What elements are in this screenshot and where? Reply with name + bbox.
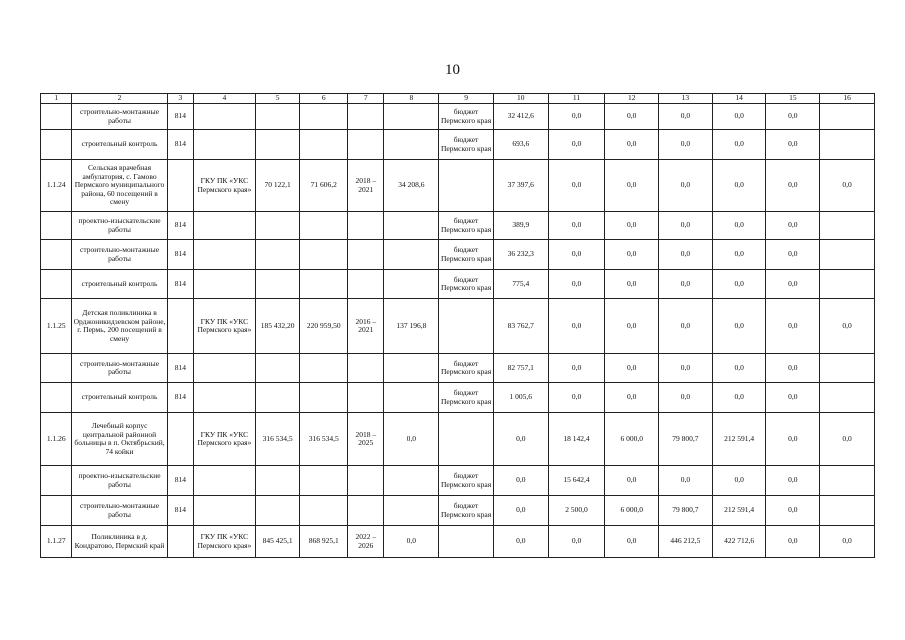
table-cell: 0,0 <box>659 299 713 354</box>
table-cell: 693,6 <box>493 130 548 160</box>
table-cell: проектно-изыскательские работы <box>72 212 167 240</box>
table-cell: 0,0 <box>548 526 605 558</box>
table-cell <box>439 299 494 354</box>
table-cell <box>194 130 256 160</box>
table-cell: ГКУ ПК «УКС Пермского края» <box>194 413 256 466</box>
table-cell <box>348 240 384 270</box>
table-cell: 0,0 <box>493 526 548 558</box>
table-cell: 316 534,5 <box>300 413 348 466</box>
table-cell <box>167 299 193 354</box>
table-cell <box>300 466 348 496</box>
table-cell <box>255 240 300 270</box>
table-cell: 814 <box>167 270 193 299</box>
table-cell: 316 534,5 <box>255 413 300 466</box>
table-cell: 0,0 <box>493 413 548 466</box>
table-cell: 814 <box>167 104 193 130</box>
table-cell: ГКУ ПК «УКС Пермского края» <box>194 160 256 212</box>
table-cell <box>300 212 348 240</box>
table-cell: 0,0 <box>766 354 820 383</box>
table-cell: 0,0 <box>766 299 820 354</box>
table-cell: 0,0 <box>766 212 820 240</box>
table-cell: 0,0 <box>820 413 875 466</box>
table-cell <box>300 383 348 413</box>
table-cell: 2016 – 2021 <box>348 299 384 354</box>
table-cell <box>41 130 72 160</box>
table-row <box>41 413 875 466</box>
program-table <box>40 93 875 558</box>
table-cell: 71 606,2 <box>300 160 348 212</box>
table-cell: 0,0 <box>548 212 605 240</box>
table-cell <box>255 212 300 240</box>
column-number-header: 9 <box>439 94 494 104</box>
table-cell <box>194 496 256 526</box>
table-cell <box>384 240 439 270</box>
table-cell <box>194 104 256 130</box>
column-number-header: 11 <box>548 94 605 104</box>
table-cell <box>820 270 875 299</box>
table-cell: 0,0 <box>766 270 820 299</box>
table-cell <box>194 466 256 496</box>
table-cell: 0,0 <box>493 496 548 526</box>
table-cell: 0,0 <box>548 299 605 354</box>
table-cell <box>384 496 439 526</box>
table-cell: 814 <box>167 354 193 383</box>
table-cell: 34 208,6 <box>384 160 439 212</box>
table-cell: 814 <box>167 496 193 526</box>
table-cell <box>820 354 875 383</box>
table-cell: 0,0 <box>659 212 713 240</box>
table-cell: 0,0 <box>548 130 605 160</box>
table-cell: Детская поликлиника в Орджоникидзевском районе, г. Пермь, 200 посещений в смену <box>72 299 167 354</box>
table-cell <box>300 130 348 160</box>
table-cell: 79 800,7 <box>659 413 713 466</box>
table-cell: 0,0 <box>548 383 605 413</box>
table-cell: 0,0 <box>712 383 766 413</box>
table-cell: 83 762,7 <box>493 299 548 354</box>
table-cell <box>820 240 875 270</box>
table-cell: 0,0 <box>384 413 439 466</box>
table-cell: строительный контроль <box>72 383 167 413</box>
table-row <box>41 383 875 413</box>
table-cell <box>348 466 384 496</box>
table-row <box>41 270 875 299</box>
column-number-header: 1 <box>41 94 72 104</box>
table-cell: Сельская врачебная амбулатория, с. Гамово Пермского муниципального района, 60 посещений в смену <box>72 160 167 212</box>
table-cell: 32 412,6 <box>493 104 548 130</box>
table-cell <box>384 212 439 240</box>
table-row <box>41 466 875 496</box>
table-cell <box>194 212 256 240</box>
table-cell <box>300 354 348 383</box>
table-cell: 0,0 <box>820 299 875 354</box>
table-cell: 2022 – 2026 <box>348 526 384 558</box>
table-cell: строительный контроль <box>72 130 167 160</box>
page-number: 10 <box>445 62 460 78</box>
table-cell: 0,0 <box>712 212 766 240</box>
table-cell: 0,0 <box>820 526 875 558</box>
table-cell: 0,0 <box>766 383 820 413</box>
table-cell: 0,0 <box>548 160 605 212</box>
table-cell <box>300 496 348 526</box>
table-cell: 814 <box>167 212 193 240</box>
table-cell: 2018 – 2025 <box>348 413 384 466</box>
table-cell: 0,0 <box>766 496 820 526</box>
table-cell: бюджет Пермского края <box>439 240 494 270</box>
table-cell: 1.1.25 <box>41 299 72 354</box>
table-cell: 0,0 <box>659 104 713 130</box>
table-cell: 0,0 <box>493 466 548 496</box>
table-cell: бюджет Пермского края <box>439 496 494 526</box>
table-cell: 814 <box>167 240 193 270</box>
table-cell: 0,0 <box>659 354 713 383</box>
column-number-header: 5 <box>255 94 300 104</box>
table-cell: 220 959,50 <box>300 299 348 354</box>
table-cell: 137 196,8 <box>384 299 439 354</box>
table-cell <box>820 466 875 496</box>
table-cell <box>348 354 384 383</box>
table-cell: 15 642,4 <box>548 466 605 496</box>
table-cell <box>41 354 72 383</box>
table-cell: 0,0 <box>712 104 766 130</box>
table-cell: 0,0 <box>659 383 713 413</box>
table-cell: 0,0 <box>605 354 659 383</box>
table-row <box>41 240 875 270</box>
table-cell: 0,0 <box>384 526 439 558</box>
table-cell <box>439 526 494 558</box>
table-cell <box>348 104 384 130</box>
table-cell <box>167 413 193 466</box>
table-cell <box>41 212 72 240</box>
table-cell: 0,0 <box>605 160 659 212</box>
table-row <box>41 526 875 558</box>
table-cell: 775,4 <box>493 270 548 299</box>
table-cell: 0,0 <box>712 466 766 496</box>
table-cell <box>41 270 72 299</box>
table-cell: 79 800,7 <box>659 496 713 526</box>
table-cell <box>300 104 348 130</box>
table-cell: 1.1.24 <box>41 160 72 212</box>
table-cell: 0,0 <box>712 130 766 160</box>
column-number-header-row <box>41 94 875 104</box>
table-cell: 422 712,6 <box>712 526 766 558</box>
column-number-header: 7 <box>348 94 384 104</box>
table-row <box>41 104 875 130</box>
table-cell: 0,0 <box>712 240 766 270</box>
column-number-header: 6 <box>300 94 348 104</box>
table-cell: ГКУ ПК «УКС Пермского края» <box>194 526 256 558</box>
table-row <box>41 354 875 383</box>
table-cell: 82 757,1 <box>493 354 548 383</box>
table-cell: бюджет Пермского края <box>439 212 494 240</box>
table-cell <box>41 240 72 270</box>
table-cell <box>384 383 439 413</box>
table-cell <box>41 383 72 413</box>
table-cell: 446 212,5 <box>659 526 713 558</box>
table-cell: 212 591,4 <box>712 496 766 526</box>
table-cell <box>348 383 384 413</box>
table-cell <box>439 160 494 212</box>
table-cell <box>348 496 384 526</box>
column-number-header: 8 <box>384 94 439 104</box>
table-cell: 0,0 <box>659 160 713 212</box>
table-cell: 2018 – 2021 <box>348 160 384 212</box>
table-cell: 845 425,1 <box>255 526 300 558</box>
table-cell: 212 591,4 <box>712 413 766 466</box>
column-number-header: 13 <box>659 94 713 104</box>
table-cell <box>820 212 875 240</box>
column-number-header: 2 <box>72 94 167 104</box>
table-cell <box>255 496 300 526</box>
column-number-header: 12 <box>605 94 659 104</box>
column-number-header: 14 <box>712 94 766 104</box>
table-cell: 0,0 <box>659 270 713 299</box>
table-cell: 185 432,20 <box>255 299 300 354</box>
table-cell: 0,0 <box>712 299 766 354</box>
table-cell <box>41 466 72 496</box>
table-cell <box>300 240 348 270</box>
table-cell <box>348 270 384 299</box>
table-cell: 0,0 <box>712 160 766 212</box>
table-cell <box>255 270 300 299</box>
table-cell: 814 <box>167 383 193 413</box>
table-cell: 0,0 <box>548 354 605 383</box>
table-cell: 0,0 <box>548 270 605 299</box>
table-cell <box>820 104 875 130</box>
table-row <box>41 496 875 526</box>
table-cell: 0,0 <box>712 270 766 299</box>
table-cell: 1.1.26 <box>41 413 72 466</box>
table-cell <box>194 354 256 383</box>
table-cell <box>255 354 300 383</box>
table-cell: 0,0 <box>766 413 820 466</box>
table-cell: 6 000,0 <box>605 496 659 526</box>
table-cell: строительно-монтажные работы <box>72 104 167 130</box>
table-cell: строительно-монтажные работы <box>72 354 167 383</box>
table-cell: 0,0 <box>766 130 820 160</box>
table-cell <box>348 130 384 160</box>
table-cell <box>194 240 256 270</box>
column-number-header: 10 <box>493 94 548 104</box>
table-cell: бюджет Пермского края <box>439 466 494 496</box>
table-cell <box>300 270 348 299</box>
table-body <box>41 104 875 558</box>
column-number-header: 3 <box>167 94 193 104</box>
table-cell <box>348 212 384 240</box>
table-cell: 0,0 <box>605 526 659 558</box>
table-cell: ГКУ ПК «УКС Пермского края» <box>194 299 256 354</box>
table-cell: 0,0 <box>766 240 820 270</box>
table-cell <box>384 130 439 160</box>
column-number-header: 15 <box>766 94 820 104</box>
table-cell: бюджет Пермского края <box>439 383 494 413</box>
table-row <box>41 160 875 212</box>
table-cell: 0,0 <box>766 526 820 558</box>
table-cell: строительно-монтажные работы <box>72 240 167 270</box>
table-row <box>41 212 875 240</box>
table-cell: Лечебный корпус центральной районной больницы в п. Октябрьский, 74 койки <box>72 413 167 466</box>
table-cell: 0,0 <box>659 466 713 496</box>
table-cell: 2 500,0 <box>548 496 605 526</box>
table-cell: бюджет Пермского края <box>439 104 494 130</box>
table-cell: 0,0 <box>605 104 659 130</box>
table-cell: 70 122,1 <box>255 160 300 212</box>
table-cell <box>41 104 72 130</box>
table-cell: строительный контроль <box>72 270 167 299</box>
table-cell: 0,0 <box>766 160 820 212</box>
table-cell <box>41 496 72 526</box>
table-row <box>41 299 875 354</box>
table-cell <box>384 270 439 299</box>
table-cell <box>194 270 256 299</box>
table-cell: 0,0 <box>712 354 766 383</box>
table-cell: бюджет Пермского края <box>439 354 494 383</box>
table-cell: 0,0 <box>766 104 820 130</box>
table-cell: 0,0 <box>548 104 605 130</box>
table-cell: 0,0 <box>605 212 659 240</box>
table-cell: проектно-изыскательские работы <box>72 466 167 496</box>
table-cell: 0,0 <box>659 240 713 270</box>
table-cell <box>820 496 875 526</box>
table-cell: бюджет Пермского края <box>439 270 494 299</box>
table-cell: 0,0 <box>659 130 713 160</box>
table-cell: 0,0 <box>605 240 659 270</box>
table-cell: 0,0 <box>605 383 659 413</box>
table-cell: 0,0 <box>548 240 605 270</box>
table-cell <box>255 104 300 130</box>
table-cell: 814 <box>167 130 193 160</box>
table-cell: 868 925,1 <box>300 526 348 558</box>
table-cell: бюджет Пермского края <box>439 130 494 160</box>
table-cell: строительно-монтажные работы <box>72 496 167 526</box>
table-cell: 389,9 <box>493 212 548 240</box>
table-cell <box>820 130 875 160</box>
table-cell <box>194 383 256 413</box>
table-cell <box>255 383 300 413</box>
table-cell <box>384 354 439 383</box>
table-cell <box>384 466 439 496</box>
table-cell: 0,0 <box>605 299 659 354</box>
column-number-header: 4 <box>194 94 256 104</box>
table-cell: 0,0 <box>820 160 875 212</box>
table-cell: 1.1.27 <box>41 526 72 558</box>
table-cell <box>167 160 193 212</box>
table-cell: 37 397,6 <box>493 160 548 212</box>
table-cell <box>255 466 300 496</box>
table-cell: 0,0 <box>766 466 820 496</box>
table-cell: 36 232,3 <box>493 240 548 270</box>
table-cell: 0,0 <box>605 270 659 299</box>
table-cell: Поликлиника в д. Кондратово, Пермский край <box>72 526 167 558</box>
table-cell <box>255 130 300 160</box>
table-cell: 1 005,6 <box>493 383 548 413</box>
table-cell: 0,0 <box>605 466 659 496</box>
column-number-header: 16 <box>820 94 875 104</box>
table-cell: 6 000,0 <box>605 413 659 466</box>
table-row <box>41 130 875 160</box>
table-cell: 0,0 <box>605 130 659 160</box>
table-cell <box>167 526 193 558</box>
table-cell <box>820 383 875 413</box>
table-cell <box>384 104 439 130</box>
table-cell <box>439 413 494 466</box>
table-cell: 814 <box>167 466 193 496</box>
table-cell: 18 142,4 <box>548 413 605 466</box>
